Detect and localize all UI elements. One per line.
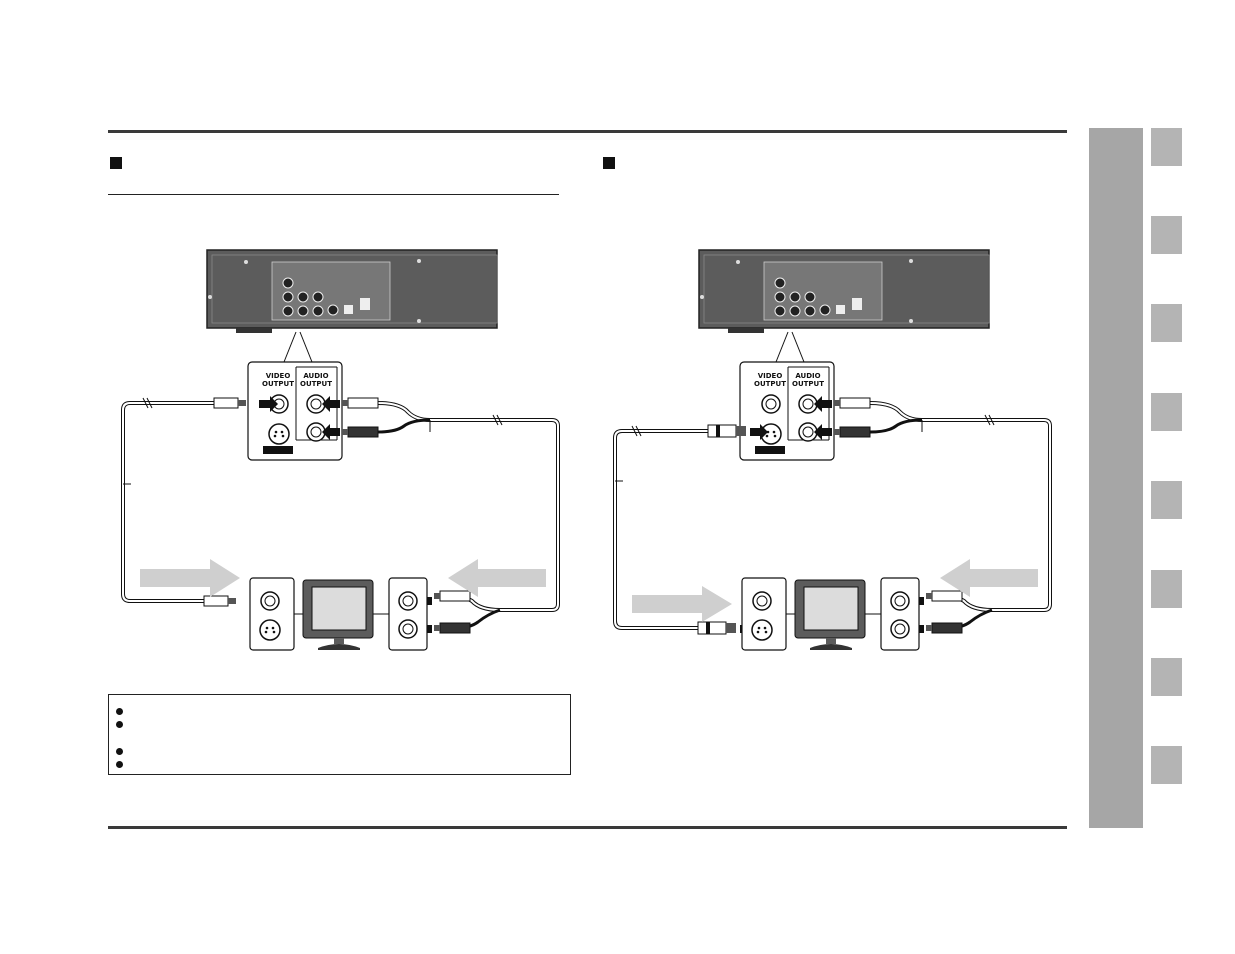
svg-text:VIDEO: VIDEO (757, 372, 783, 380)
svg-text:OUTPUT: OUTPUT (300, 380, 332, 388)
output-panel-zoom (740, 362, 834, 460)
svg-text:OUTPUT: OUTPUT (262, 380, 294, 388)
svg-text:AUDIO: AUDIO (795, 372, 821, 380)
signal-flow-arrow (632, 586, 732, 622)
tv-monitor (786, 580, 881, 650)
svg-text:S-VIDEO: S-VIDEO (756, 447, 784, 455)
svg-text:OUTPUT: OUTPUT (754, 380, 786, 388)
audio-output-label: AUDIO (303, 372, 329, 380)
s-video-label: S-VIDEO (264, 447, 292, 455)
tv-audio-inputs (881, 578, 919, 650)
svg-text:OUTPUT: OUTPUT (792, 380, 824, 388)
video-output-label: VIDEO (265, 372, 291, 380)
tv-video-inputs (742, 578, 786, 650)
dvd-player-rear (699, 250, 989, 333)
